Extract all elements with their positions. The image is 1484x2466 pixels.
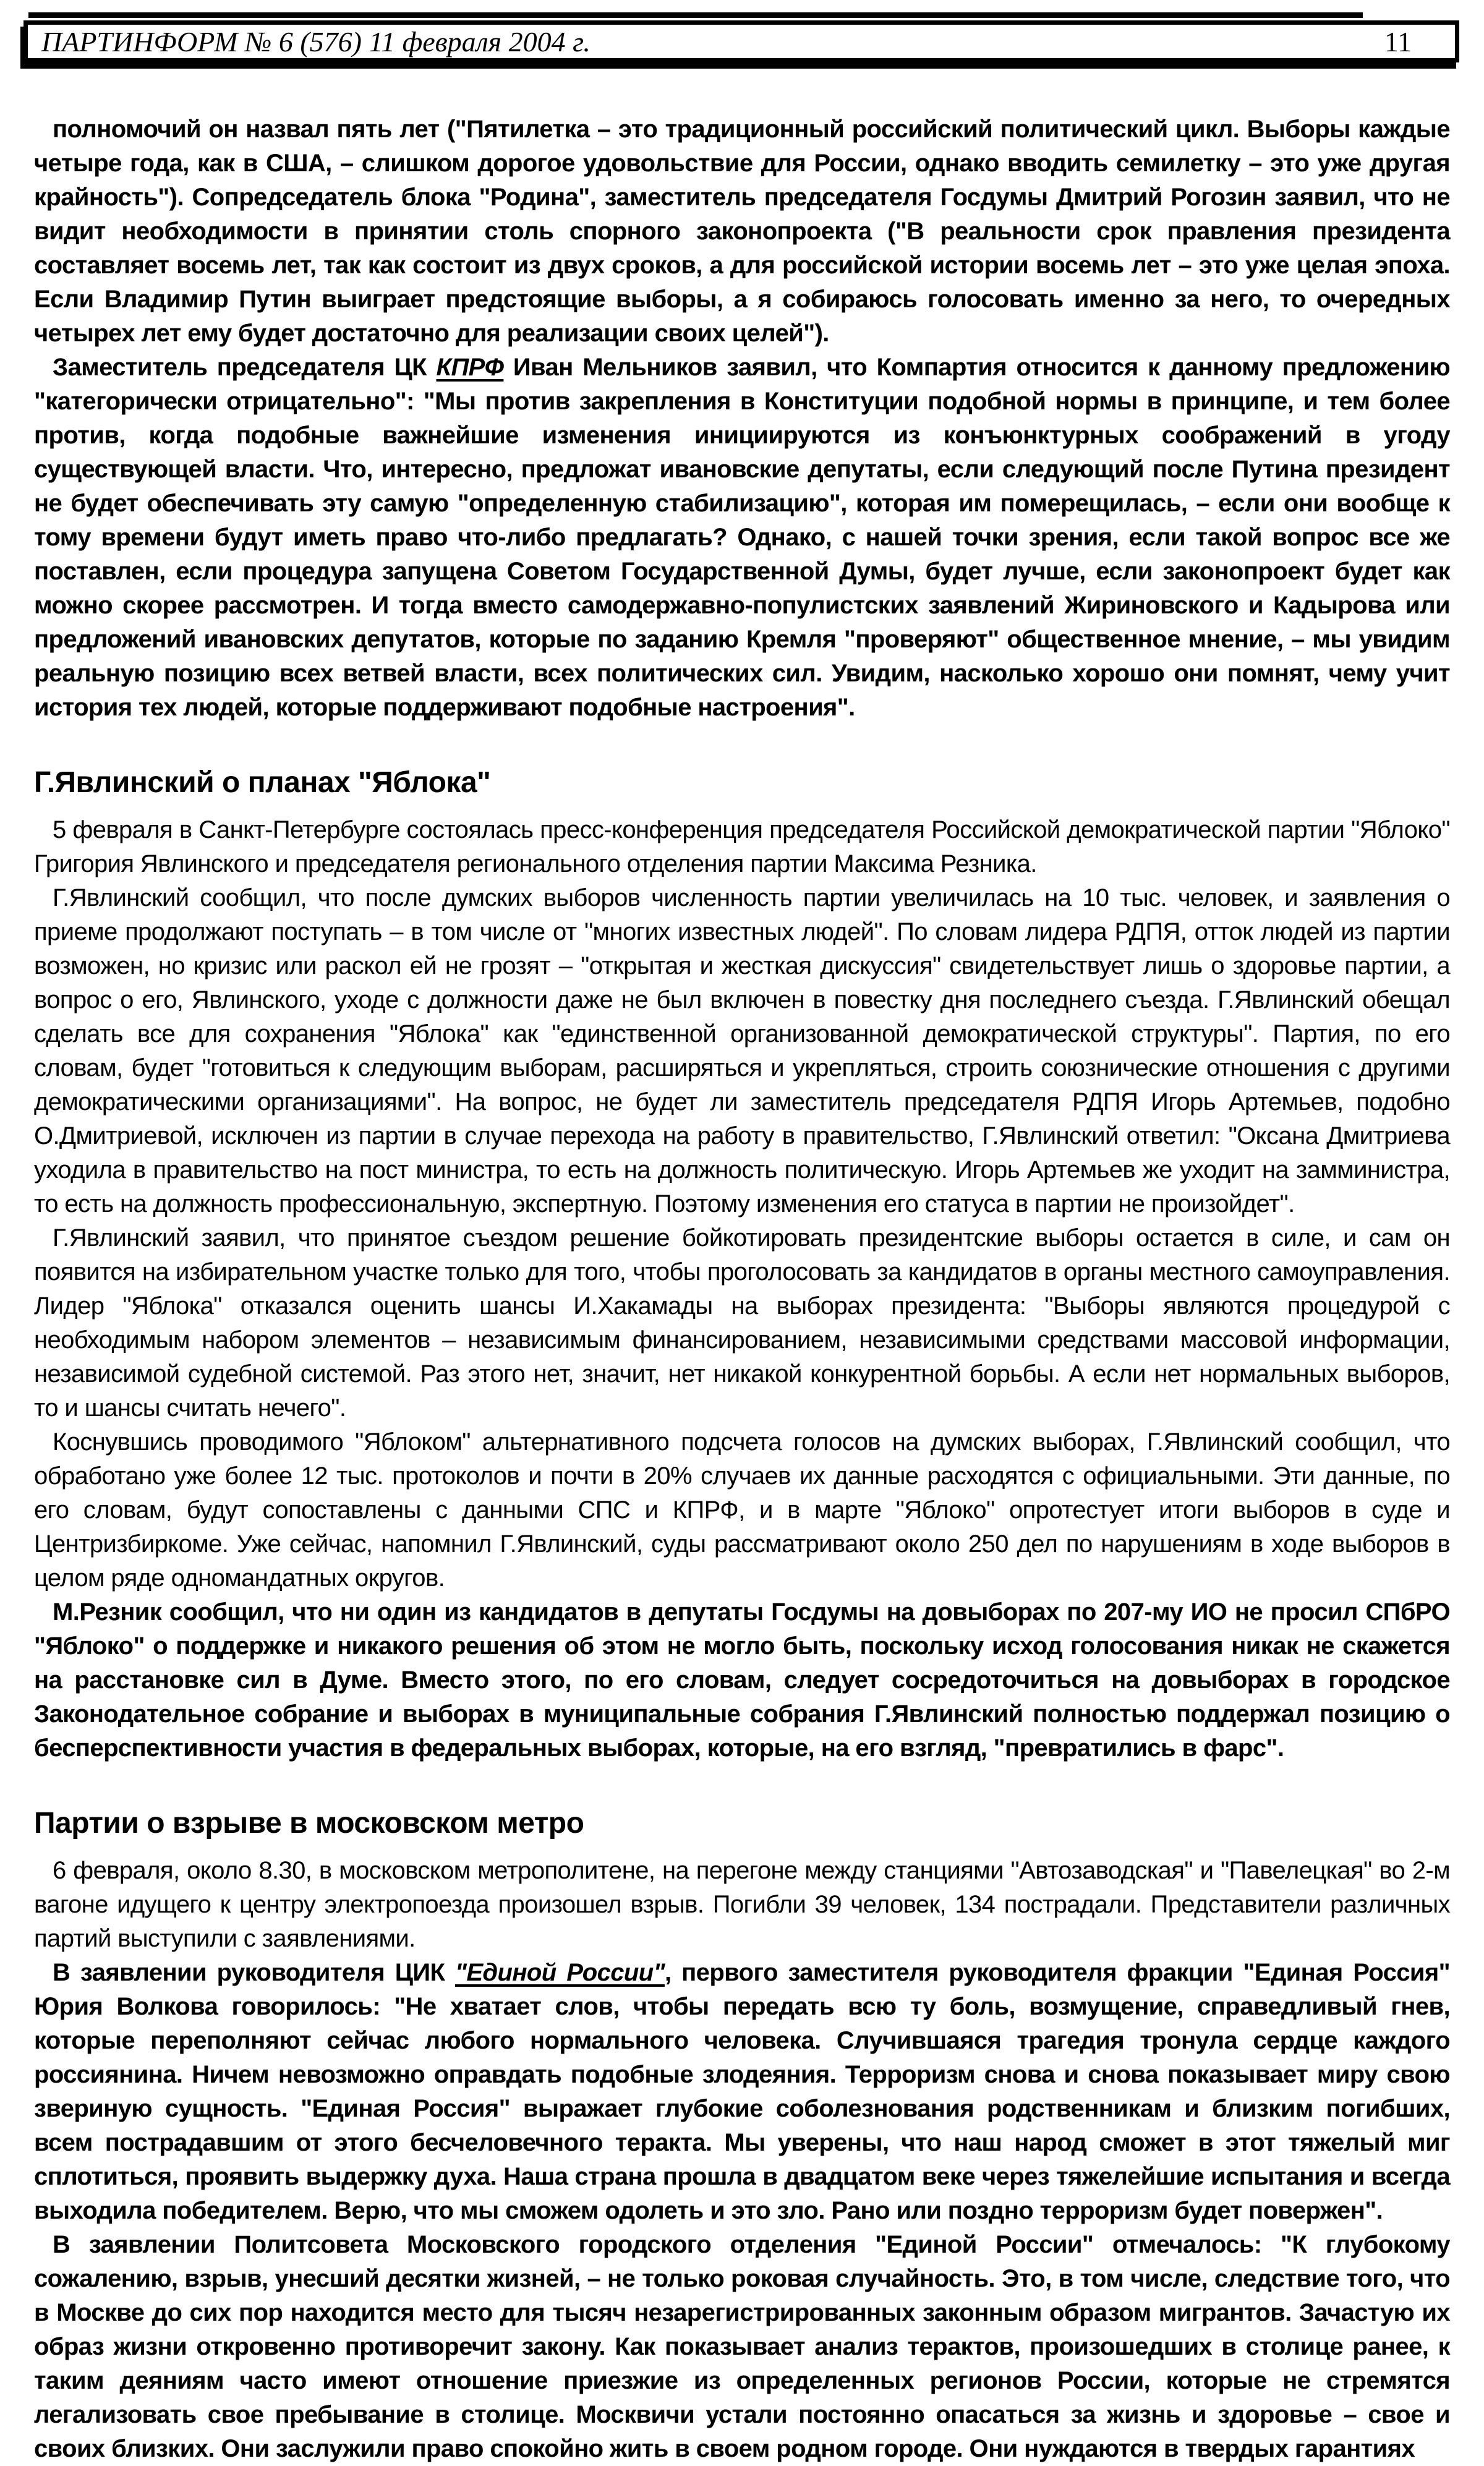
text-run: М.Резник сообщил, что ни один из кандидатов в депутаты Госдумы на довыборах по 207-му ИО не просил СПбРО "Яблоко" о поддержке и никакого решения об этом не могло быть, поскольку исход голосования никак не скажется на расстановке сил в Думе. Вместо этого, по его словам, следует сосредоточиться на довыборах в городское Законодательное собрание и выборах в муниципальные собрания Г.Явлинский полностью поддержал позицию о бесперспективности участия в федеральных выборах, которые, на его взгляд, "превратились в фарс". [34,1598,1450,1762]
text-run: полномочий он назвал пять лет ("Пятилетка – это традиционный российский политический цикл. Выборы каждые четыре года, как в США, – слишком дорогое удовольствие для России, однако вводить семилетку – это уже другая крайность"). Сопредседатель блока "Родина", заместитель председателя Госдумы Дмитрий Рогозин заявил, что не видит необходимости в принятии столь спорного законопроекта ("В реальности срок правления президента составляет восемь лет, так как состоит из двух сроков, а для российской истории восемь лет – это уже целая эпоха. Если Владимир Путин выиграет предстоящие выборы, а я собираюсь голосовать именно за него, то очередных четырех лет ему будет достаточно для реализации своих целей"). [34,116,1450,347]
body-paragraph [34,813,1450,881]
text-run: Г.Явлинский заявил, что принятое съездом решение бойкотировать президентские выборы остается в силе, и сам он появится на избирательном участке только для того, чтобы проголосовать за кандидатов в органы местного самоуправления. Лидер "Яблока" отказался оценить шансы И.Хакамады на выборах президента: "Выборы являются процедурой с необходимым набором элементов – независимым финансированием, независимыми средствами массовой информации, независимой судебной системой. Раз этого нет, значит, нет никакой конкурентной борьбы. А если нет нормальных выборов, то и шансы считать нечего". [34,1224,1450,1422]
body-paragraph [34,1425,1450,1595]
text-run: Г.Явлинский сообщил, что после думских выборов численность партии увеличилась на 10 тыс. человек, и заявления о приеме продолжают поступать – в том числе от "многих известных людей". По словам лидера РДПЯ, отток людей из партии возможен, но кризис или раскол ей не грозят – "открытая и жесткая дискуссия" свидетельствует лишь о здоровье партии, а вопрос о его, Явлинского, уходе с должности даже не был включен в повестку дня последнего съезда. Г.Явлинский обещал сделать все для сохранения "Яблока" как "единственной организованной демократической структуры". Партия, по его словам, будет "готовиться к следующим выборам, расширяться и укрепляться, строить союзнические отношения с другими демократическими организациями". На вопрос, не будет ли заместитель председателя РДПЯ Игорь Артемьев, подобно О.Дмитриевой, исключен из партии в случае перехода на работу в правительство, Г.Явлинский ответил: "Оксана Дмитриева уходила в правительство на пост министра, то есть на должность политическую. Игорь Артемьев же уходит на замминистра, то есть на должность профессиональную, экспертную. Поэтому изменения его статуса в партии не произойдет". [34,884,1450,1218]
masthead-box [23,20,1459,62]
body-paragraph [34,1221,1450,1425]
body-paragraph [34,881,1450,1221]
sections [34,766,1450,2466]
scan-edge-artifact [28,12,1363,18]
masthead-title: ПАРТИНФОРМ № 6 (576) 11 февраля 2004 г. [41,25,591,58]
text-run: В заявлении руководителя ЦИК [53,1959,455,1986]
text-run: , первого заместителя руководителя фракции "Единая Россия" Юрия Волкова говорилось: "Не хватает слов, чтобы передать всю ту боль, возмущение, справедливый гнев, которые переполняют сейчас любого нормального человека. Случившаяся трагедия тронула сердце каждого россиянина. Ничем невозможно оправдать подобные злодеяния. Терроризм снова и снова показывает миру свою звериную сущность. "Единая Россия" выражает глубокие соболезнования родственникам и близким погибших, всем пострадавшим от этого бесчеловечного теракта. Мы уверены, что наш народ сможет в этот тяжелый миг сплотиться, проявить выдержку духа. Наша страна прошла в двадцатом веке через тяжелейшие испытания и всегда выходила победителем. Верю, что мы сможем одолеть и это зло. Рано или поздно терроризм будет повержен". [34,1959,1451,2224]
text-run: 5 февраля в Санкт-Петербурге состоялась пресс-конференция председателя Российской демократической партии "Яблоко" Григория Явлинского и председателя регионального отделения партии Максима Резника. [34,816,1450,877]
emphasized-text-run: КПРФ [436,354,504,381]
emphasized-text-run: "Единой России" [454,1959,665,1986]
section-heading: Г.Явлинский о планах "Яблока" [34,766,491,799]
body-paragraph [34,113,1450,351]
body-paragraph [34,1854,1450,1956]
page-number: 11 [1384,25,1412,58]
lead-paragraphs [34,113,1450,725]
text-run: Заместитель председателя ЦК [53,354,437,381]
text-run: Коснувшись проводимого "Яблоком" альтернативного подсчета голосов на думских выборах, Г.Явлинский сообщил, что обработано уже более 12 тыс. протоколов и почти в 20% случаев их данные расходятся с официальными. Эти данные, по его словам, будут сопоставлены с данными СПС и КПРФ, и в марте "Яблоко" опротестует итоги выборов в суде и Центризбиркоме. Уже сейчас, напомнил Г.Явлинский, суды рассматривают около 250 дел по нарушениям в ходе выборов в целом ряде одномандатных округов. [34,1428,1450,1592]
text-run: В заявлении Политсовета Московского городского отделения "Единой России" отмечалось: "К глубокому сожалению, взрыв, унесший десятки жизней, – не только роковая случайность. Это, в том числе, следствие того, что в Москве до сих пор находится место для тысяч незарегистрированных законным образом мигрантов. Зачастую их образ жизни откровенно противоречит закону. Как показывает анализ терактов, произошедших в столице ранее, к таким деяниям часто имеют отношение приезжие из определенных регионов России, которые не стремятся легализовать свое пребывание в столице. Москвичи устали постоянно опасаться за жизнь и здоровье – свое и своих близких. Они заслужили право спокойно жить в своем родном городе. Они нуждаются в твердых гарантиях [34,2231,1450,2462]
article-body [34,113,1450,2466]
text-run: Иван Мельников заявил, что Компартия относится к данному предложению "категорически отрицательно": "Мы против закрепления в Конституции подобной нормы в принципе, и тем более против, когда подобные важнейшие изменения инициируются из конъюнктурных соображений в угоду существующей власти. Что, интересно, предложат ивановские депутаты, если следующий после Путина президент не будет обеспечивать эту самую "определенную стабилизацию", которая им померещилась, – если они вообще к тому времени будут иметь право что-либо предлагать? Однако, с нашей точки зрения, если такой вопрос все же поставлен, если процедура запущена Советом Государственной Думы, будет лучше, если законопроект будет как можно скорее рассмотрен. И тогда вместо самодержавно-популистских заявлений Жириновского и Кадырова или предложений ивановских депутатов, которые по заданию Кремля "проверяют" общественное мнение, – мы увидим реальную позицию всех ветвей власти, всех политических сил. Увидим, насколько хорошо они помнят, чему учит история тех людей, которые поддерживают подобные настроения". [34,354,1450,721]
body-paragraph [34,1956,1450,2228]
text-run: 6 февраля, около 8.30, в московском метрополитене, на перегоне между станциями "Автозаводская" и "Павелецкая" во 2-м вагоне идущего к центру электропоезда произошел взрыв. Погибли 39 человек, 134 пострадали. Представители различных партий выступили с заявлениями. [34,1857,1450,1952]
body-paragraph [34,351,1450,725]
body-paragraph [34,1595,1450,1765]
body-paragraph [34,2228,1450,2466]
section-heading: Партии о взрыве в московском метро [34,1807,584,1840]
